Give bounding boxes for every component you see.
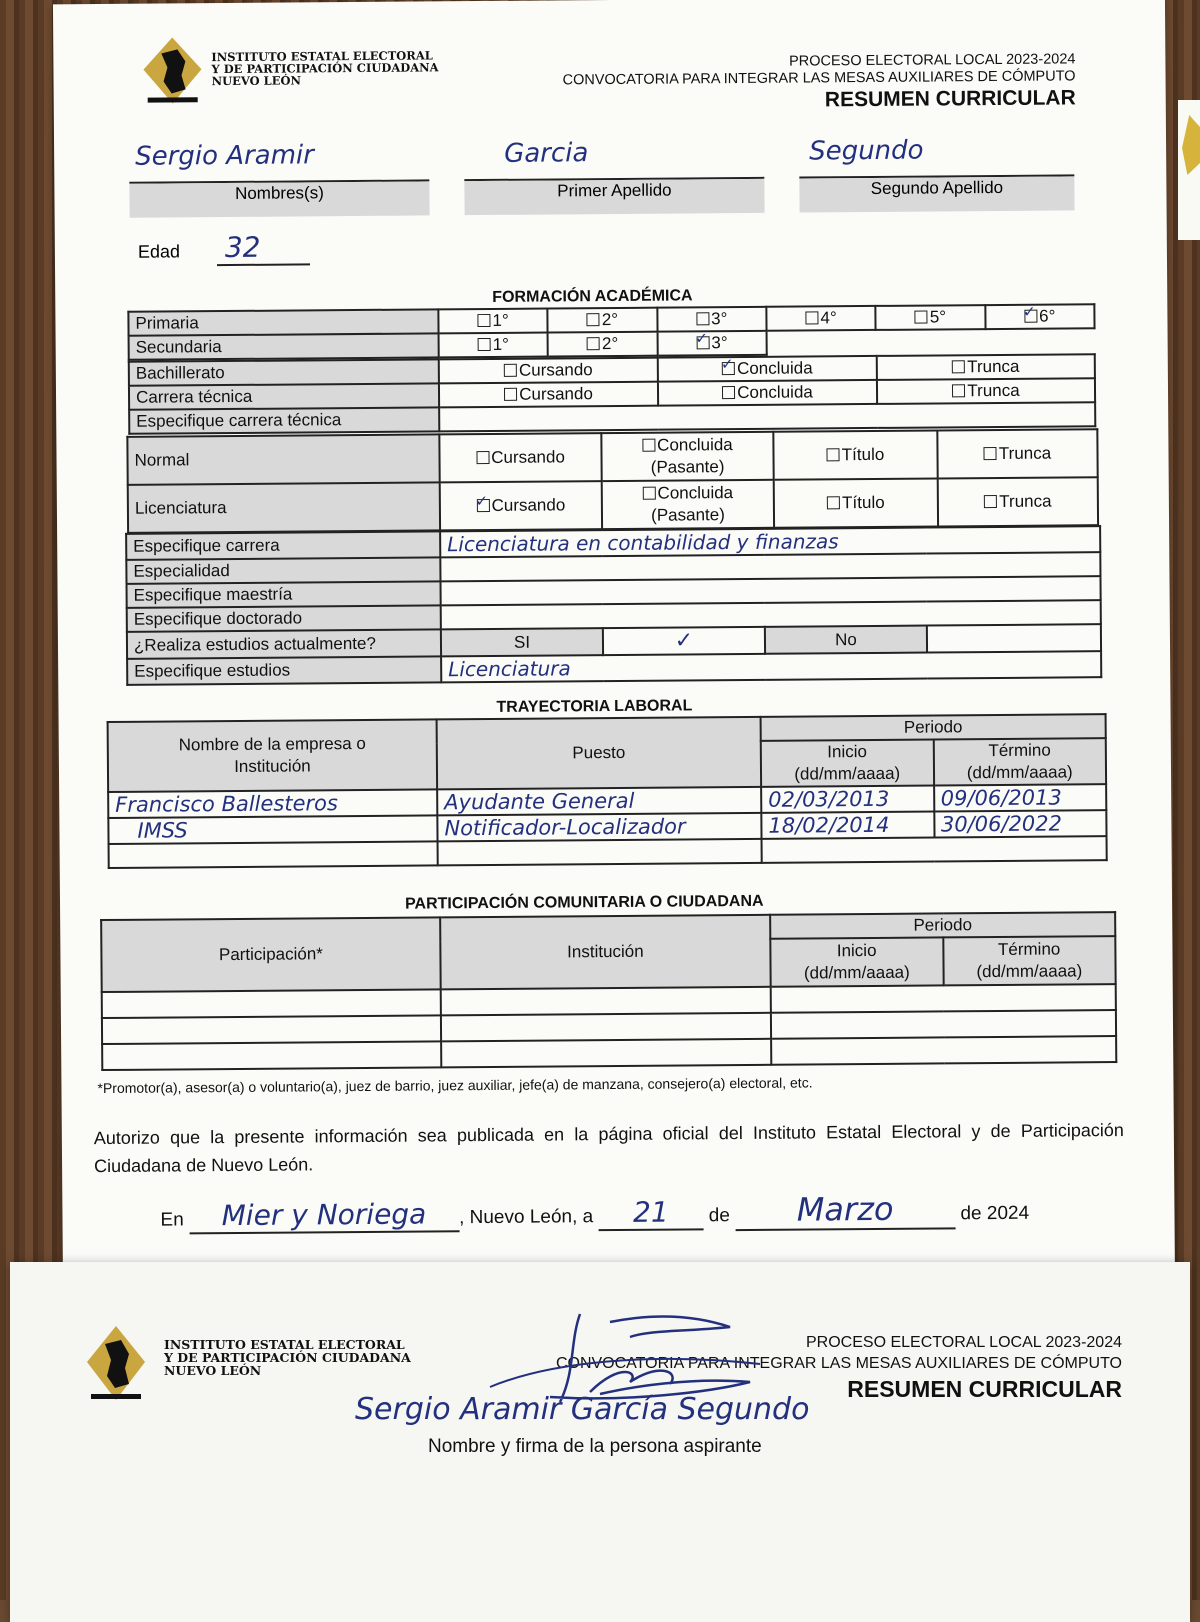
place-value: Mier y Noriega (189, 1197, 459, 1234)
education-table-4 (125, 525, 1102, 686)
checkbox-icon (504, 388, 517, 401)
row-doctorado: Especifique doctorado (127, 605, 441, 631)
row-especifique-tecnica: Especifique carrera técnica (129, 407, 439, 433)
institution-name (164, 1338, 411, 1377)
day-value: 21 (598, 1195, 703, 1231)
document-header (562, 51, 1075, 115)
carrera-value: Licenciatura en contabilidad y finanzas (440, 526, 1100, 557)
checkbox-icon (478, 338, 491, 351)
checkbox-icon (915, 311, 928, 324)
grade-label: 1° (492, 310, 509, 330)
col-start-label: Inicio (827, 742, 868, 762)
row-maestria: Especifique maestría (127, 581, 441, 607)
row-especialidad: Especialidad (126, 557, 440, 583)
row-especifique-estudios: Especifique estudios (127, 656, 441, 684)
institution-name (211, 49, 438, 87)
checkbox-icon (805, 311, 818, 324)
status-label: Cursando (491, 495, 566, 515)
position-cell: Notificador-Localizador (437, 813, 761, 842)
start-cell: 02/03/2013 (761, 785, 934, 812)
checkbox-icon (642, 439, 655, 452)
signature-label: Nombre y firma de la persona aspirante (428, 1436, 762, 1457)
row-normal: Normal (127, 434, 439, 484)
checkbox-icon (696, 312, 709, 325)
first-name-label: Nombres(s) (129, 181, 429, 217)
col-end-label: Término (988, 740, 1051, 761)
col-start-label: Inicio (836, 940, 877, 961)
institution-line3: NUEVO LEÓN (164, 1363, 262, 1378)
process-label: PROCESO ELECTORAL LOCAL 2023-2024 (788, 51, 1076, 70)
checkbox-icon (984, 447, 997, 460)
work-table (107, 713, 1108, 869)
checked-checkbox-icon (722, 362, 735, 375)
grade-label: 2° (601, 333, 619, 354)
row-secundaria: Secundaria (129, 333, 439, 359)
institution-logo (141, 35, 204, 105)
institution-line2: Y DE PARTICIPACIÓN CIUDADANA (211, 60, 439, 77)
checkbox-icon (827, 496, 840, 509)
checkbox-icon (642, 487, 655, 500)
education-title: FORMACIÓN ACADÉMICA (492, 287, 693, 306)
education-table-2 (128, 353, 1097, 435)
estudios-value: Licenciatura (441, 651, 1101, 682)
signature-name: Sergio Aramir García Segundo (355, 1392, 810, 1427)
yes-mark: ✓ (603, 627, 765, 655)
month-value: Marzo (735, 1189, 955, 1231)
checkbox-icon (952, 360, 965, 373)
company-cell: Francisco Ballesteros (108, 789, 437, 818)
row-primaria: Primaria (128, 309, 438, 335)
status-label: Cursando (519, 384, 593, 404)
row-carrera-tecnica: Carrera técnica (129, 383, 439, 409)
status-label: Trunca (999, 491, 1052, 511)
call-label: CONVOCATORIA PARA INTEGRAR LAS MESAS AUXILIARES DE CÓMPUTO (562, 68, 1076, 89)
checkbox-icon (504, 364, 517, 377)
col-institution-label: Institución (440, 915, 771, 990)
first-name-field (129, 139, 430, 217)
col-participation-label: Participación* (101, 917, 441, 992)
checkbox-icon (984, 495, 997, 508)
row-bachillerato: Bachillerato (129, 359, 439, 385)
col-company-label-2: Institución (234, 756, 311, 776)
community-title: PARTICIPACIÓN COMUNITARIA O CIUDADANA (404, 892, 764, 913)
checkbox-icon (476, 451, 489, 464)
grade-label: 1° (492, 334, 510, 354)
education-table (127, 303, 1095, 361)
company-cell: IMSS (108, 815, 437, 844)
age-value: 32 (217, 230, 310, 266)
pasante-label: (Pasante) (651, 505, 725, 525)
date-place-line (160, 1189, 1029, 1236)
second-sheet (10, 1262, 1190, 1622)
yes-label: SI (441, 628, 603, 656)
status-label: Concluida (736, 358, 813, 379)
end-cell: 09/06/2013 (934, 784, 1107, 811)
grade-label: 5° (929, 307, 947, 327)
state-label: , Nuevo León, a (458, 1206, 594, 1229)
document-title: RESUMEN CURRICULAR (824, 86, 1076, 112)
last-name1-label: Primer Apellido (464, 179, 764, 215)
col-company-label: Nombre de la empresa o (178, 733, 366, 755)
grade-label: 4° (820, 308, 837, 328)
resume-sheet (53, 0, 1175, 1294)
grade-label: 6° (1039, 306, 1056, 326)
year-label: de 2024 (960, 1202, 1030, 1225)
status-label: Cursando (518, 360, 593, 380)
last-name2-value: Segundo (809, 135, 924, 167)
last-name1-value: Garcia (504, 138, 589, 169)
checked-checkbox-icon (476, 499, 489, 512)
community-footnote: *Promotor(a), asesor(a) o voluntario(a), juez de barrio, juez auxiliar, jefe(a) de manzana, consejero(a) electoral, etc. (97, 1074, 813, 1097)
row-licenciatura: Licenciatura (128, 482, 440, 532)
grade-label: 3° (711, 309, 728, 329)
grade-label: 3° (711, 333, 728, 353)
end-cell: 30/06/2022 (934, 810, 1107, 837)
position-cell: Ayudante General (437, 787, 761, 816)
institution-line2: Y DE PARTICIPACIÓN CIUDADANA (164, 1350, 411, 1365)
first-name-value: Sergio Aramir (135, 140, 315, 172)
call-label: CONVOCATORIA PARA INTEGRAR LAS MESAS AUXILIARES DE CÓMPUTO (555, 1355, 1122, 1372)
work-title: TRAYECTORIA LABORAL (496, 697, 693, 716)
document-title: RESUMEN CURRICULAR (847, 1376, 1122, 1402)
last-name1-field (464, 137, 765, 215)
status-label: Concluida (737, 382, 813, 403)
education-table-3 (126, 428, 1099, 534)
col-position-label: Puesto (437, 717, 762, 790)
col-period-label: Periodo (770, 912, 1115, 939)
status-label: Trunca (967, 356, 1020, 377)
process-label: PROCESO ELECTORAL LOCAL 2023-2024 (806, 1334, 1122, 1351)
checkbox-icon (587, 337, 600, 350)
no-label: No (765, 626, 927, 654)
date-format-label: (dd/mm/aaaa) (803, 962, 910, 983)
pasante-label: (Pasante) (650, 457, 725, 477)
institution-line3: NUEVO LEÓN (211, 73, 302, 89)
status-label: Título (841, 444, 885, 465)
de-label: de (708, 1205, 730, 1227)
status-label: Cursando (491, 447, 565, 467)
checkbox-icon (477, 314, 490, 327)
en-label: En (160, 1209, 184, 1231)
status-label: Trunca (998, 443, 1052, 463)
checkbox-icon (722, 386, 735, 399)
last-name2-label: Segundo Apellido (799, 176, 1074, 212)
last-name2-field (799, 134, 1075, 212)
authorization-text: Autorizo que la presente información sea publicada en la página oficial del Instituto Estatal Electoral y de Participación Ciudadana de Nuevo León. (93, 1120, 1124, 1177)
community-table (100, 911, 1117, 1071)
institution-line1: INSTITUTO ESTATAL ELECTORAL (211, 48, 433, 65)
checked-checkbox-icon (1024, 310, 1037, 323)
checkbox-icon (952, 384, 965, 397)
status-label: Título (842, 492, 885, 513)
col-end-label: Término (997, 939, 1061, 959)
checked-checkbox-icon (696, 336, 709, 349)
date-format-label: (dd/mm/aaaa) (976, 961, 1083, 982)
row-estudios-actuales: ¿Realiza estudios actualmente? (127, 629, 441, 658)
status-label: Trunca (967, 380, 1020, 401)
checkbox-icon (587, 313, 600, 326)
institution-line1: INSTITUTO ESTATAL ELECTORAL (164, 1337, 405, 1352)
row-especifique-carrera: Especifique carrera (126, 531, 440, 559)
age-label: Edad (137, 241, 181, 262)
checkbox-icon (827, 448, 840, 461)
grade-label: 2° (601, 309, 619, 330)
col-period-label: Periodo (761, 714, 1106, 741)
status-label: Concluida (657, 483, 734, 503)
date-format-label: (dd/mm/aaaa) (966, 762, 1073, 783)
status-label: Concluida (657, 435, 733, 455)
start-cell: 18/02/2014 (761, 811, 934, 838)
institution-logo (85, 1324, 147, 1404)
date-format-label: (dd/mm/aaaa) (794, 763, 901, 784)
